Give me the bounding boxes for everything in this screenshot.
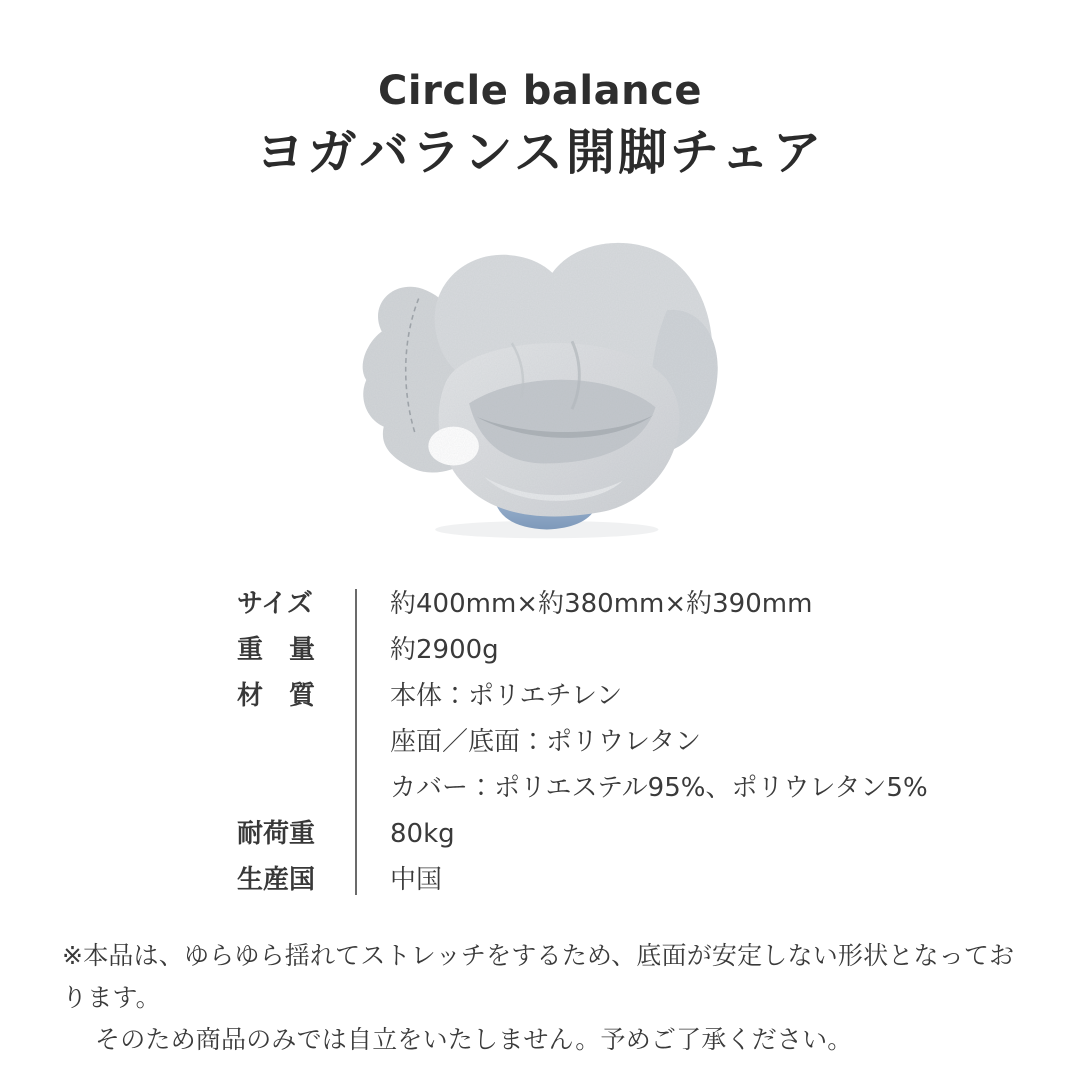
spec-value: 約2900g: [390, 634, 499, 665]
yoga-chair-illustration: [320, 217, 760, 547]
spec-value: 本体：ポリエチレン: [390, 680, 623, 711]
table-divider: [355, 589, 357, 895]
footnote: [62, 935, 1020, 1061]
spec-row-material: [237, 673, 928, 811]
spec-row-size: [237, 581, 897, 627]
spec-value: 座面／底面：ポリウレタン: [390, 726, 701, 757]
spec-table: [237, 581, 928, 903]
brand-logo: Circle balance: [378, 68, 702, 114]
spec-label-size: サイズ: [237, 588, 313, 619]
spec-values-weight: [355, 627, 499, 673]
header: [0, 68, 1080, 183]
spec-row-load-capacity: [237, 811, 897, 857]
spec-values-load-capacity: [355, 811, 455, 857]
product-photo: [0, 217, 1080, 547]
spec-label-weight: 重 量: [237, 634, 316, 665]
spec-values-country: [355, 857, 442, 903]
spec-row-weight: [237, 627, 897, 673]
spec-values-size: [355, 581, 812, 627]
spec-value: 80kg: [390, 818, 455, 849]
spec-label-load-capacity: 耐荷重: [237, 818, 316, 849]
spec-value: カバー：ポリエステル95%、ポリウレタン5%: [390, 772, 928, 803]
footnote-line-2: そのため商品のみでは自立をいたしません。予めご了承ください。: [95, 1024, 853, 1054]
spec-row-country: [237, 857, 897, 903]
chair-body-group: [363, 243, 718, 517]
spec-label-country: 生産国: [237, 864, 316, 895]
spec-value: 中国: [390, 864, 443, 895]
chair-arm-gap: [428, 426, 478, 465]
page-title: ヨガバランス開脚チェア: [255, 124, 825, 181]
footnote-line-1: ※本品は、ゆらゆら揺れてストレッチをするため、底面が安定しない形状となっております。: [62, 940, 1015, 1012]
spec-value: 約400mm×約380mm×約390mm: [390, 588, 813, 619]
spec-label-material: 材 質: [237, 680, 316, 711]
spec-values-material: [355, 673, 928, 811]
